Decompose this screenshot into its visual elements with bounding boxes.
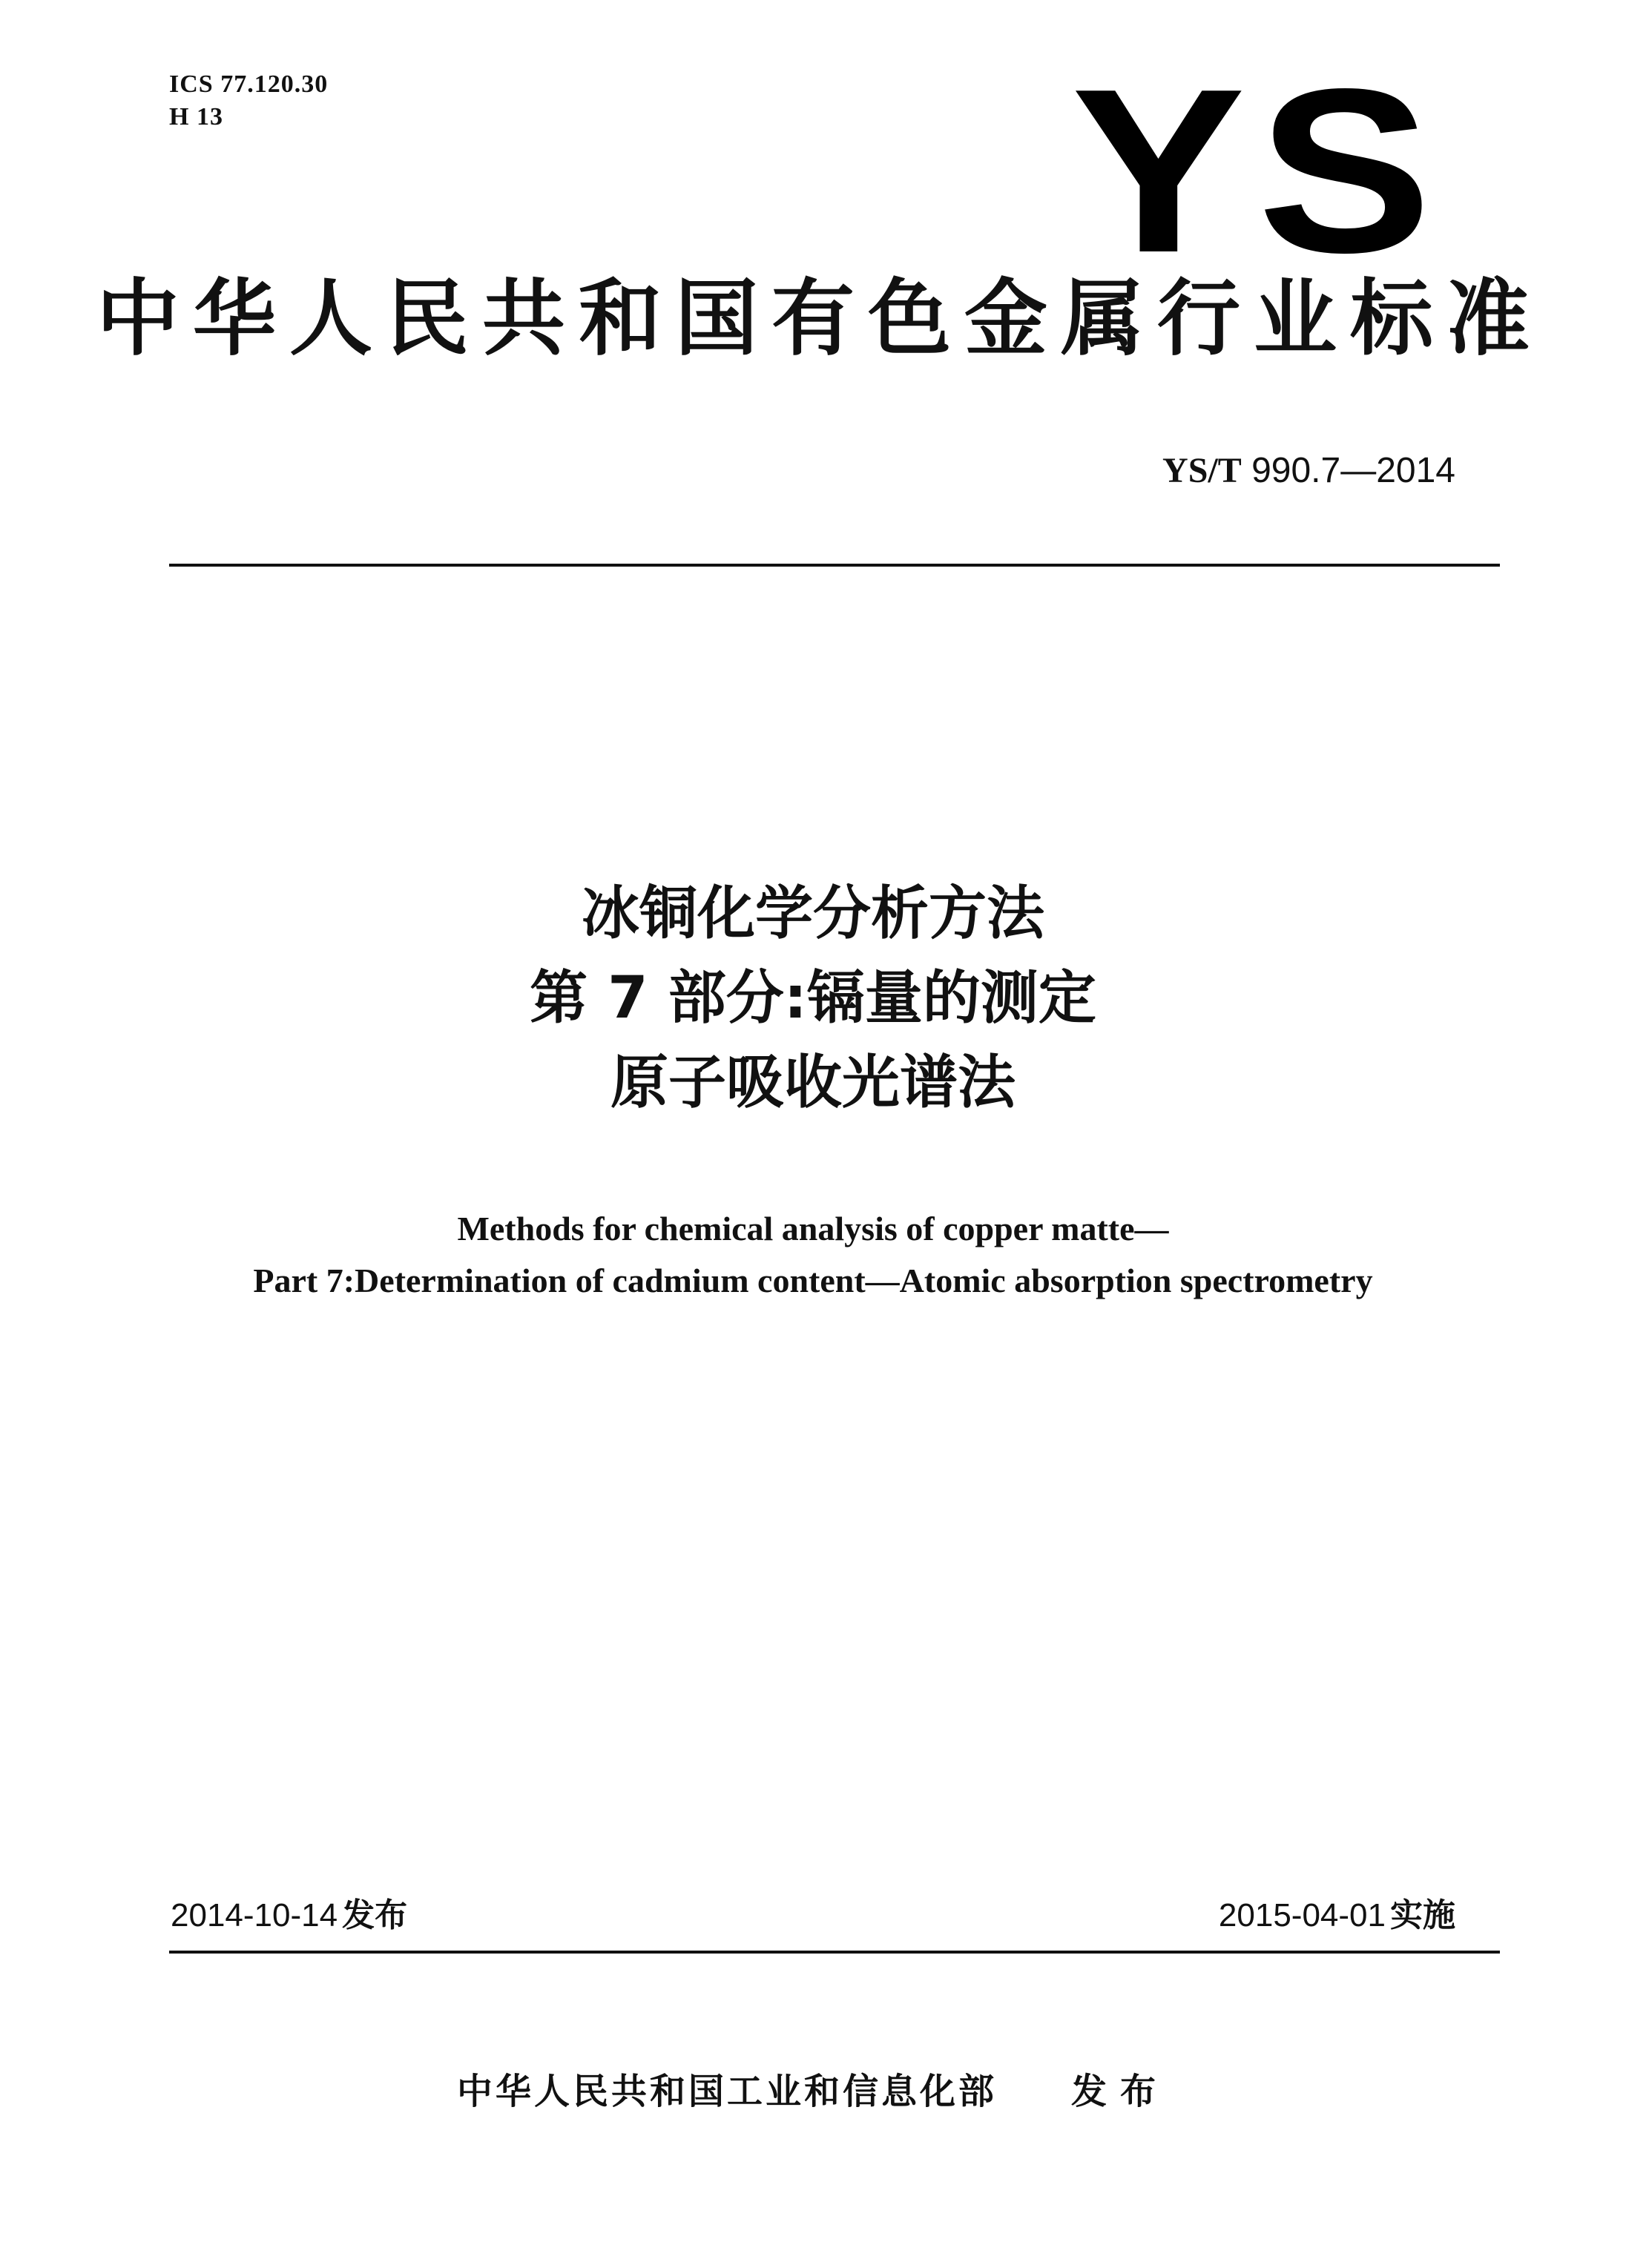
ys-logo: YS xyxy=(1070,40,1444,301)
standard-code: 990.7—2014 xyxy=(1251,451,1455,490)
chinese-title-line-1: 冰铜化学分析方法 xyxy=(581,880,1044,947)
issuing-authority: 中华人民共和国工业和信息化部 xyxy=(456,2071,997,2112)
english-title xyxy=(0,1203,1626,1307)
chinese-title xyxy=(0,871,1626,1125)
top-divider xyxy=(169,564,1500,567)
implementation-date-label: 实施 xyxy=(1390,1896,1455,1934)
english-title-line-2: Part 7:Determination of cadmium content—Atomic absorption spectrometry xyxy=(253,1262,1373,1299)
bottom-divider xyxy=(169,1951,1500,1954)
chinese-title-line-3: 原子吸收光谱法 xyxy=(610,1049,1016,1116)
standard-number xyxy=(1162,449,1455,493)
issue-date-value: 2014-10-14 xyxy=(171,1897,338,1934)
english-title-line-1: Methods for chemical analysis of copper matte— xyxy=(457,1210,1169,1247)
chinese-title-line-2: 第 7 部分:镉量的测定 xyxy=(530,965,1096,1032)
issue-date-label: 发布 xyxy=(342,1896,408,1934)
standard-category-title: 中华人民共和国有色金属行业标准 xyxy=(96,271,1543,367)
ccs-code: H 13 xyxy=(169,103,223,131)
implementation-date xyxy=(1219,1895,1455,1936)
issuer-action: 发布 xyxy=(1071,2071,1170,2112)
classification-codes xyxy=(169,68,328,133)
standard-prefix: YS/T xyxy=(1162,451,1242,490)
ics-code: ICS 77.120.30 xyxy=(169,70,329,98)
issuer-line xyxy=(0,2069,1626,2114)
implementation-date-value: 2015-04-01 xyxy=(1218,1897,1386,1934)
issue-date xyxy=(171,1895,407,1936)
